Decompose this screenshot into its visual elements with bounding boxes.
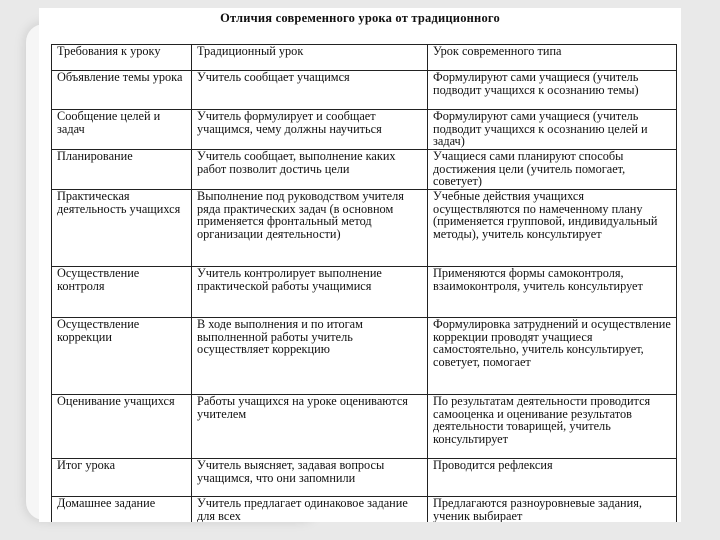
table-sheet [39, 8, 681, 522]
header-requirements: Требования к уроку [52, 45, 192, 71]
comparison-table [51, 44, 677, 522]
table-header-row [52, 45, 677, 71]
row-requirement: Объявление темы урока [52, 71, 192, 110]
row-modern: Формулируют сами учащиеся (учитель подводит учащихся к осознанию темы) [428, 71, 677, 110]
row-requirement: Итог урока [52, 459, 192, 497]
header-traditional: Традиционный урок [192, 45, 428, 71]
table-row [52, 459, 677, 497]
table-row [52, 110, 677, 150]
row-requirement: Осуществление коррекции [52, 318, 192, 395]
row-requirement: Планирование [52, 150, 192, 190]
row-modern: Учебные действия учащихся осуществляются по намеченному плану (применяется групповой, индивидуальный методы), учитель консультирует [428, 190, 677, 267]
row-traditional: Работы учащихся на уроке оцениваются учителем [192, 395, 428, 459]
row-modern: Проводится рефлексия [428, 459, 677, 497]
row-traditional: Учитель формулирует и сообщает учащимся, чему должны научиться [192, 110, 428, 150]
table-row [52, 497, 677, 523]
row-requirement: Практическая деятельность учащихся [52, 190, 192, 267]
table-row [52, 190, 677, 267]
table-row [52, 71, 677, 110]
page-title: Отличия современного урока от традиционного [220, 11, 500, 25]
table-row [52, 318, 677, 395]
row-requirement: Осуществление контроля [52, 267, 192, 318]
row-requirement: Домашнее задание [52, 497, 192, 523]
row-traditional: В ходе выполнения и по итогам выполненной работы учитель осуществляет коррекцию [192, 318, 428, 395]
row-traditional: Выполнение под руководством учителя ряда практических задач (в основном применяется фронтальный метод организации деятельности) [192, 190, 428, 267]
row-modern: Предлагаются разноуровневые задания, ученик выбирает [428, 497, 677, 523]
row-modern: По результатам деятельности проводится самооценка и оценивание результатов деятельности товарищей, учитель консультирует [428, 395, 677, 459]
row-modern: Формулируют сами учащиеся (учитель подводит учащихся к осознанию целей и задач) [428, 110, 677, 150]
row-requirement: Оценивание учащихся [52, 395, 192, 459]
table-row [52, 395, 677, 459]
row-traditional: Учитель предлагает одинаковое задание для всех [192, 497, 428, 523]
row-modern: Учащиеся сами планируют способы достижения цели (учитель помогает, советует) [428, 150, 677, 190]
row-modern: Применяются формы самоконтроля, взаимоконтроля, учитель консультирует [428, 267, 677, 318]
row-traditional: Учитель контролирует выполнение практической работы учащимися [192, 267, 428, 318]
row-traditional: Учитель сообщает учащимся [192, 71, 428, 110]
header-modern: Урок современного типа [428, 45, 677, 71]
row-modern: Формулировка затруднений и осуществление коррекции проводят учащиеся самостоятельно, учитель консультирует, советует, помогает [428, 318, 677, 395]
table-row [52, 150, 677, 190]
table-row [52, 267, 677, 318]
row-requirement: Сообщение целей и задач [52, 110, 192, 150]
row-traditional: Учитель выясняет, задавая вопросы учащимся, что они запомнили [192, 459, 428, 497]
row-traditional: Учитель сообщает, выполнение каких работ позволит достичь цели [192, 150, 428, 190]
